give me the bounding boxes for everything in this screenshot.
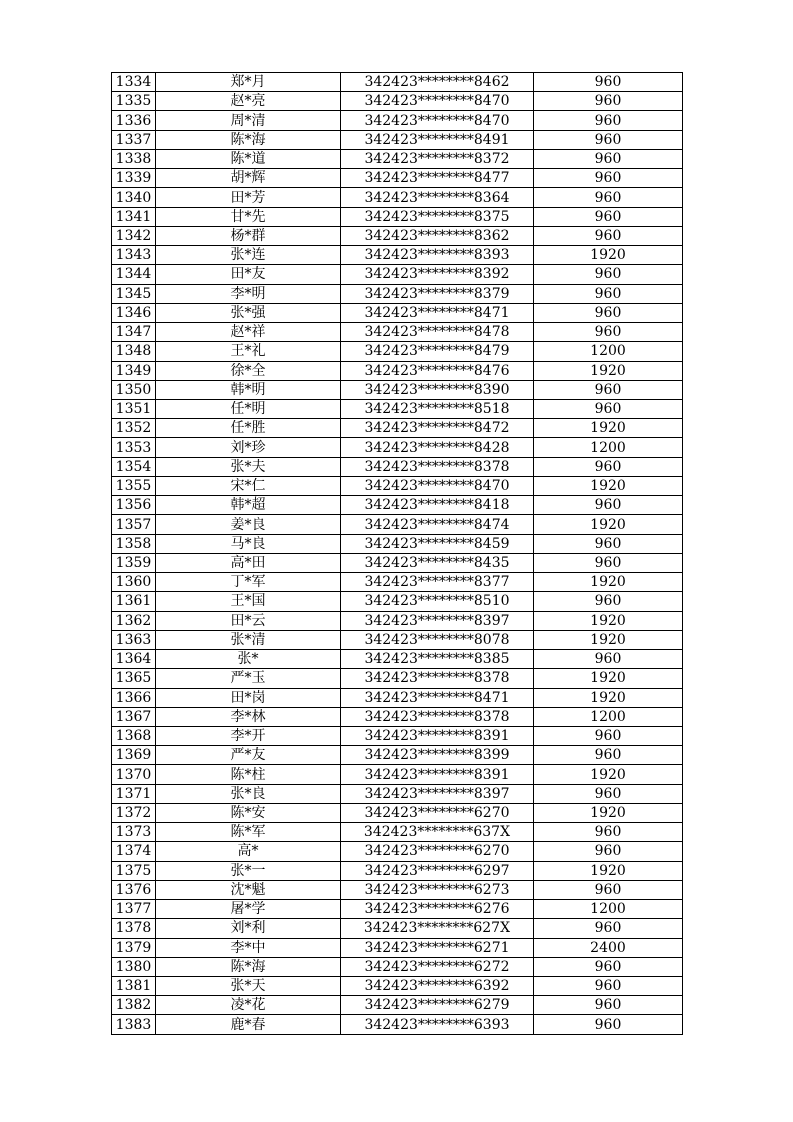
name-cell: 张*良 [156,784,341,803]
row-index-cell: 1363 [112,630,156,649]
amount-cell: 960 [534,842,683,861]
id-number-cell: 342423********8397 [341,611,534,630]
id-number-cell: 342423********8470 [341,92,534,111]
name-cell: 任*明 [156,399,341,418]
id-number-cell: 342423********8428 [341,438,534,457]
amount-cell: 1920 [534,803,683,822]
amount-cell: 960 [534,92,683,111]
amount-cell: 1920 [534,476,683,495]
table-row [112,534,683,553]
amount-cell: 960 [534,73,683,92]
id-number-cell: 342423********8399 [341,746,534,765]
table-row [112,726,683,745]
name-cell: 高*田 [156,553,341,572]
id-number-cell: 342423********6393 [341,1015,534,1034]
name-cell: 刘*珍 [156,438,341,457]
roster-table [111,72,683,1035]
name-cell: 陈*柱 [156,765,341,784]
amount-cell: 960 [534,399,683,418]
name-cell: 凌*花 [156,996,341,1015]
name-cell: 鹿*春 [156,1015,341,1034]
table-row [112,842,683,861]
amount-cell: 1920 [534,611,683,630]
row-index-cell: 1373 [112,823,156,842]
id-number-cell: 342423********8378 [341,457,534,476]
row-index-cell: 1371 [112,784,156,803]
id-number-cell: 342423********8479 [341,342,534,361]
amount-cell: 2400 [534,938,683,957]
row-index-cell: 1336 [112,111,156,130]
amount-cell: 1920 [534,765,683,784]
amount-cell: 960 [534,284,683,303]
id-number-cell: 342423********637X [341,823,534,842]
id-number-cell: 342423********6270 [341,803,534,822]
name-cell: 任*胜 [156,419,341,438]
amount-cell: 1920 [534,861,683,880]
name-cell: 甘*先 [156,207,341,226]
row-index-cell: 1343 [112,246,156,265]
name-cell: 姜*良 [156,515,341,534]
row-index-cell: 1368 [112,726,156,745]
amount-cell: 960 [534,207,683,226]
row-index-cell: 1379 [112,938,156,957]
id-number-cell: 342423********8379 [341,284,534,303]
amount-cell: 960 [534,977,683,996]
name-cell: 徐*全 [156,361,341,380]
name-cell: 王*国 [156,592,341,611]
id-number-cell: 342423********8392 [341,265,534,284]
id-number-cell: 342423********8372 [341,149,534,168]
table-row [112,515,683,534]
id-number-cell: 342423********6297 [341,861,534,880]
name-cell: 田*友 [156,265,341,284]
name-cell: 刘*利 [156,919,341,938]
amount-cell: 960 [534,919,683,938]
name-cell: 张*天 [156,977,341,996]
roster-table-body [112,73,683,1035]
row-index-cell: 1369 [112,746,156,765]
id-number-cell: 342423********8078 [341,630,534,649]
name-cell: 高* [156,842,341,861]
name-cell: 陈*安 [156,803,341,822]
amount-cell: 960 [534,111,683,130]
row-index-cell: 1351 [112,399,156,418]
id-number-cell: 342423********8378 [341,669,534,688]
row-index-cell: 1382 [112,996,156,1015]
id-number-cell: 342423********8476 [341,361,534,380]
table-row [112,919,683,938]
id-number-cell: 342423********6392 [341,977,534,996]
table-row [112,438,683,457]
row-index-cell: 1346 [112,303,156,322]
table-row [112,938,683,957]
name-cell: 李*林 [156,707,341,726]
id-number-cell: 342423********8364 [341,188,534,207]
amount-cell: 960 [534,323,683,342]
id-number-cell: 342423********6279 [341,996,534,1015]
amount-cell: 1920 [534,419,683,438]
row-index-cell: 1356 [112,496,156,515]
row-index-cell: 1349 [112,361,156,380]
amount-cell: 960 [534,457,683,476]
id-number-cell: 342423********6273 [341,880,534,899]
id-number-cell: 342423********8459 [341,534,534,553]
id-number-cell: 342423********6271 [341,938,534,957]
name-cell: 严*玉 [156,669,341,688]
table-row [112,900,683,919]
id-number-cell: 342423********8393 [341,246,534,265]
amount-cell: 960 [534,496,683,515]
amount-cell: 960 [534,188,683,207]
amount-cell: 1920 [534,573,683,592]
amount-cell: 1920 [534,669,683,688]
amount-cell: 1200 [534,438,683,457]
row-index-cell: 1380 [112,957,156,976]
table-row [112,573,683,592]
name-cell: 胡*辉 [156,169,341,188]
row-index-cell: 1378 [112,919,156,938]
id-number-cell: 342423********8435 [341,553,534,572]
table-row [112,284,683,303]
table-row [112,149,683,168]
row-index-cell: 1364 [112,650,156,669]
name-cell: 陈*军 [156,823,341,842]
id-number-cell: 342423********8377 [341,573,534,592]
row-index-cell: 1372 [112,803,156,822]
amount-cell: 1920 [534,630,683,649]
id-number-cell: 342423********8491 [341,130,534,149]
name-cell: 张* [156,650,341,669]
amount-cell: 960 [534,726,683,745]
table-row [112,111,683,130]
table-row [112,707,683,726]
amount-cell: 1200 [534,900,683,919]
id-number-cell: 342423********8471 [341,688,534,707]
table-row [112,323,683,342]
id-number-cell: 342423********8378 [341,707,534,726]
name-cell: 李*开 [156,726,341,745]
row-index-cell: 1350 [112,380,156,399]
table-row [112,861,683,880]
amount-cell: 960 [534,169,683,188]
table-row [112,399,683,418]
name-cell: 马*良 [156,534,341,553]
amount-cell: 960 [534,553,683,572]
amount-cell: 960 [534,650,683,669]
name-cell: 王*礼 [156,342,341,361]
id-number-cell: 342423********8462 [341,73,534,92]
table-row [112,342,683,361]
id-number-cell: 342423********8391 [341,765,534,784]
row-index-cell: 1337 [112,130,156,149]
row-index-cell: 1365 [112,669,156,688]
amount-cell: 1920 [534,515,683,534]
table-row [112,419,683,438]
row-index-cell: 1338 [112,149,156,168]
table-row [112,746,683,765]
table-row [112,957,683,976]
row-index-cell: 1348 [112,342,156,361]
name-cell: 田*岗 [156,688,341,707]
row-index-cell: 1366 [112,688,156,707]
table-row [112,361,683,380]
row-index-cell: 1374 [112,842,156,861]
name-cell: 陈*海 [156,957,341,976]
name-cell: 张*夫 [156,457,341,476]
table-row [112,1015,683,1034]
amount-cell: 960 [534,226,683,245]
row-index-cell: 1367 [112,707,156,726]
table-row [112,823,683,842]
name-cell: 张*连 [156,246,341,265]
row-index-cell: 1381 [112,977,156,996]
name-cell: 韩*明 [156,380,341,399]
table-row [112,73,683,92]
table-row [112,188,683,207]
name-cell: 张*一 [156,861,341,880]
row-index-cell: 1353 [112,438,156,457]
table-row [112,226,683,245]
amount-cell: 1200 [534,342,683,361]
table-row [112,303,683,322]
row-index-cell: 1360 [112,573,156,592]
id-number-cell: 342423********8375 [341,207,534,226]
row-index-cell: 1383 [112,1015,156,1034]
row-index-cell: 1376 [112,880,156,899]
row-index-cell: 1334 [112,73,156,92]
id-number-cell: 342423********8470 [341,111,534,130]
amount-cell: 960 [534,149,683,168]
id-number-cell: 342423********8478 [341,323,534,342]
id-number-cell: 342423********8477 [341,169,534,188]
row-index-cell: 1357 [112,515,156,534]
row-index-cell: 1335 [112,92,156,111]
table-row [112,265,683,284]
row-index-cell: 1377 [112,900,156,919]
row-index-cell: 1359 [112,553,156,572]
table-row [112,592,683,611]
id-number-cell: 342423********6276 [341,900,534,919]
row-index-cell: 1361 [112,592,156,611]
table-row [112,207,683,226]
row-index-cell: 1342 [112,226,156,245]
name-cell: 赵*亮 [156,92,341,111]
amount-cell: 1920 [534,688,683,707]
amount-cell: 960 [534,265,683,284]
amount-cell: 1200 [534,707,683,726]
id-number-cell: 342423********8470 [341,476,534,495]
name-cell: 严*友 [156,746,341,765]
name-cell: 丁*军 [156,573,341,592]
name-cell: 杨*群 [156,226,341,245]
table-row [112,688,683,707]
id-number-cell: 342423********8472 [341,419,534,438]
table-row [112,977,683,996]
row-index-cell: 1354 [112,457,156,476]
table-row [112,496,683,515]
amount-cell: 960 [534,380,683,399]
table-row [112,996,683,1015]
amount-cell: 960 [534,996,683,1015]
amount-cell: 1920 [534,361,683,380]
name-cell: 张*清 [156,630,341,649]
id-number-cell: 342423********627X [341,919,534,938]
row-index-cell: 1362 [112,611,156,630]
amount-cell: 960 [534,303,683,322]
table-row [112,130,683,149]
name-cell: 赵*祥 [156,323,341,342]
table-row [112,476,683,495]
name-cell: 陈*道 [156,149,341,168]
row-index-cell: 1344 [112,265,156,284]
id-number-cell: 342423********8474 [341,515,534,534]
table-row [112,611,683,630]
id-number-cell: 342423********8385 [341,650,534,669]
name-cell: 李*中 [156,938,341,957]
table-row [112,669,683,688]
name-cell: 周*清 [156,111,341,130]
row-index-cell: 1339 [112,169,156,188]
amount-cell: 960 [534,592,683,611]
id-number-cell: 342423********8418 [341,496,534,515]
name-cell: 韩*超 [156,496,341,515]
row-index-cell: 1347 [112,323,156,342]
table-row [112,784,683,803]
amount-cell: 960 [534,130,683,149]
id-number-cell: 342423********8397 [341,784,534,803]
id-number-cell: 342423********8518 [341,399,534,418]
row-index-cell: 1355 [112,476,156,495]
name-cell: 李*明 [156,284,341,303]
row-index-cell: 1345 [112,284,156,303]
name-cell: 张*强 [156,303,341,322]
name-cell: 田*云 [156,611,341,630]
name-cell: 田*芳 [156,188,341,207]
name-cell: 宋*仁 [156,476,341,495]
id-number-cell: 342423********8362 [341,226,534,245]
amount-cell: 1920 [534,246,683,265]
table-row [112,630,683,649]
amount-cell: 960 [534,746,683,765]
table-row [112,880,683,899]
table-row [112,169,683,188]
table-row [112,803,683,822]
row-index-cell: 1358 [112,534,156,553]
table-row [112,457,683,476]
amount-cell: 960 [534,784,683,803]
id-number-cell: 342423********8471 [341,303,534,322]
row-index-cell: 1375 [112,861,156,880]
table-row [112,553,683,572]
table-row [112,650,683,669]
id-number-cell: 342423********8390 [341,380,534,399]
name-cell: 郑*月 [156,73,341,92]
id-number-cell: 342423********6272 [341,957,534,976]
id-number-cell: 342423********6270 [341,842,534,861]
name-cell: 屠*学 [156,900,341,919]
amount-cell: 960 [534,1015,683,1034]
row-index-cell: 1352 [112,419,156,438]
amount-cell: 960 [534,957,683,976]
id-number-cell: 342423********8391 [341,726,534,745]
name-cell: 沈*魁 [156,880,341,899]
row-index-cell: 1340 [112,188,156,207]
row-index-cell: 1341 [112,207,156,226]
id-number-cell: 342423********8510 [341,592,534,611]
row-index-cell: 1370 [112,765,156,784]
name-cell: 陈*海 [156,130,341,149]
amount-cell: 960 [534,880,683,899]
table-row [112,246,683,265]
table-row [112,380,683,399]
table-row [112,92,683,111]
amount-cell: 960 [534,534,683,553]
amount-cell: 960 [534,823,683,842]
table-row [112,765,683,784]
